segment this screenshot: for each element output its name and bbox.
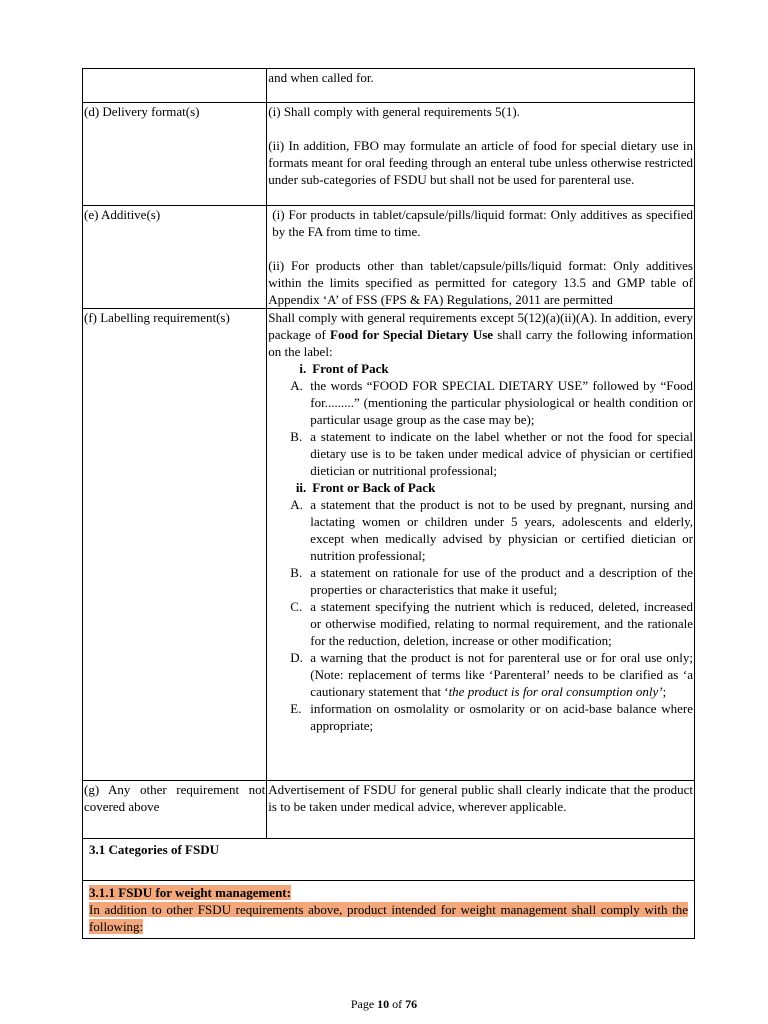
list-heading-back: ii. Front or Back of Pack (295, 480, 436, 495)
row-label: (g) Any other requirement not covered above (83, 781, 267, 839)
regulation-table (82, 68, 695, 939)
table-row-categories (83, 839, 695, 881)
labelling-intro: Shall comply with general requirements except 5(12)(a)(ii)(A). In addition, every package of Food for Special Dietary Use shall carry the following information on the label: (268, 310, 693, 359)
paragraph: (i) For products in tablet/capsule/pills/liquid format: Only additives as specified by the FA from time to time. (272, 207, 693, 239)
list-item: E. information on osmolality or osmolarity or on acid-base balance where appropriate; (290, 701, 693, 733)
table-row-other-requirement (83, 781, 695, 839)
section-weight-management (83, 881, 695, 939)
paragraph: (ii) For products other than tablet/capsule/pills/liquid format: Only additives within the limits specified as permitted for category 13.5 and GMP table of Appendix ‘A’ of FSS (FPS & FA) Regulations, 2011 are permitted (268, 258, 693, 307)
page-footer: Page 10 of 76 (350, 997, 418, 1011)
table-row-delivery-format (83, 103, 695, 206)
row-value: Advertisement of FSDU for general public shall clearly indicate that the product is to be taken under medical advice, wherever applicable. (267, 781, 695, 839)
paragraph: (i) Shall comply with general requirements 5(1). (268, 104, 520, 119)
highlighted-text: In addition to other FSDU requirements above, product intended for weight management shall comply with the following: (89, 902, 688, 934)
row-label: (e) Additive(s) (83, 206, 267, 309)
row-label: (d) Delivery format(s) (83, 103, 267, 206)
table-row-additives (83, 206, 695, 309)
list-item: B. a statement on rationale for use of the product and a description of the properties or characteristics that make it useful; (290, 565, 693, 597)
page-number: 10 (377, 997, 390, 1011)
list-item: B. a statement to indicate on the label whether or not the food for special dietary use is to be taken under medical advice of physician or certified dietician or nutritional professional; (290, 429, 693, 478)
list-item: A. the words “FOOD FOR SPECIAL DIETARY USE” followed by “Food for.........” (mentioning the particular physiological or health condition or particular usage group as the case may be); (290, 378, 693, 427)
row-label-empty (83, 69, 267, 103)
paragraph: (ii) In addition, FBO may formulate an article of food for special dietary use in formats meant for oral feeding through an enteral tube unless otherwise restricted under sub-categories of FSDU but shall not be used for parenteral use. (268, 138, 693, 187)
row-label: (f) Labelling requirement(s) (83, 309, 267, 781)
row-value (267, 206, 695, 309)
section-heading-categories: 3.1 Categories of FSDU (83, 839, 695, 881)
list-item: C. a statement specifying the nutrient which is reduced, deleted, increased or otherwise modified, relating to normal requirement, and the rationale for the reduction, deletion, increase or other modification; (290, 599, 693, 648)
list-item: D. a warning that the product is not for parenteral use or for oral use only; (Note: replacement of terms like ‘Parenteral’ needs to be clarified as ‘a cautionary statement that ‘the product is for oral consumption only’; (290, 650, 693, 699)
table-row (83, 69, 695, 103)
row-value: and when called for. (267, 69, 695, 103)
table-row-weight-management (83, 881, 695, 939)
list-item: A. a statement that the product is not to be used by pregnant, nursing and lactating women or children under 5 years, adolescents and elderly, except when medically advised by physician or certified dietician or nutrition professional; (290, 497, 693, 563)
highlighted-heading: 3.1.1 FSDU for weight management: (89, 885, 291, 900)
table-row-labelling (83, 309, 695, 781)
list-heading-front: i. Front of Pack (299, 361, 389, 376)
page-total: 76 (405, 997, 418, 1011)
row-value (267, 309, 695, 781)
row-value (267, 103, 695, 206)
